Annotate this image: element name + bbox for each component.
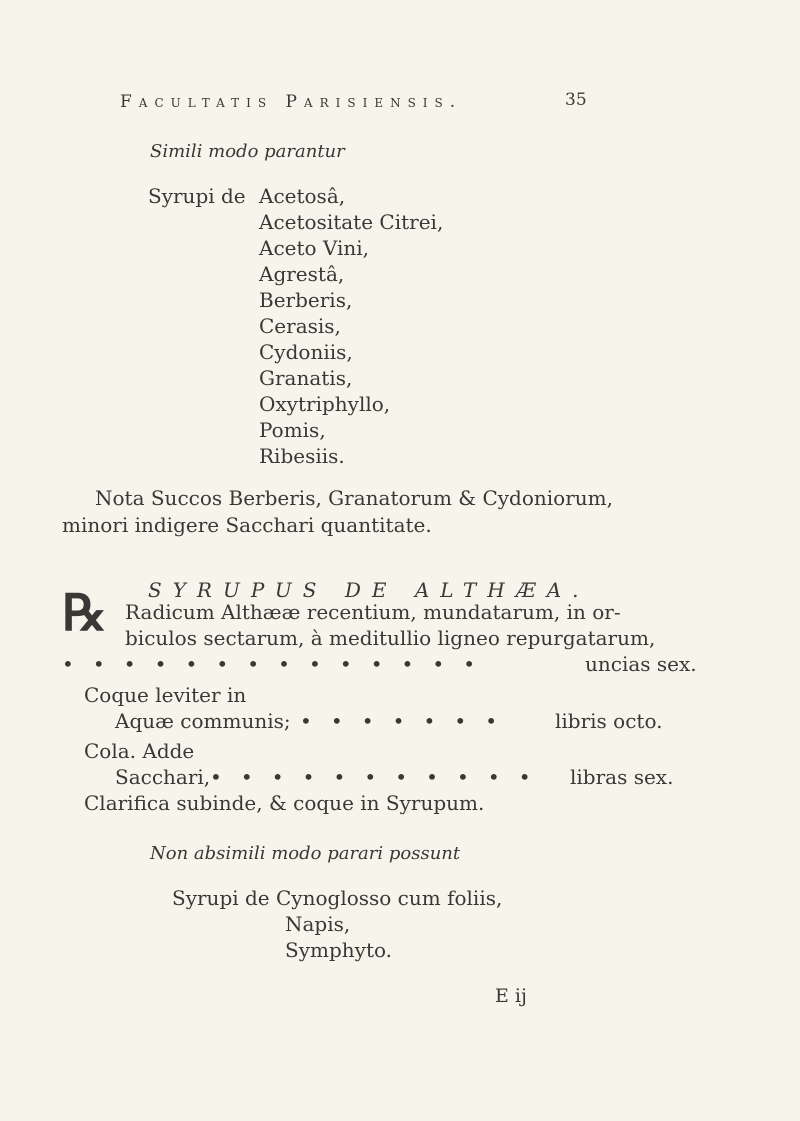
list-item: Acetositate Citrei, xyxy=(259,210,444,234)
recipe-line: Sacchari, xyxy=(115,765,211,789)
leader-dots: • • • • • • • • • • • • • • xyxy=(62,652,476,676)
list-item: Agrestâ, xyxy=(259,262,345,286)
syrupi-prefix: Syrupi de xyxy=(148,184,246,208)
leader-dots: • • • • • • • • • • • xyxy=(210,765,531,789)
recipe-line: biculos sectarum, à meditullio ligneo repurgatarum, xyxy=(125,626,656,650)
list-item: Napis, xyxy=(285,912,351,936)
recipe-quantity: libris octo. xyxy=(555,709,663,733)
list-item: Ribesiis. xyxy=(259,444,345,468)
recipe-quantity: libras sex. xyxy=(570,765,674,789)
recipe-line: Radicum Althææ recentium, mundatarum, in or- xyxy=(125,600,621,624)
recipe-line: Cola. Adde xyxy=(84,739,195,763)
list-item: Oxytriphyllo, xyxy=(259,392,391,416)
list-item: Aceto Vini, xyxy=(259,236,370,260)
note-line-2: minori indigere Sacchari quantitate. xyxy=(62,513,432,537)
list-item: Cydoniis, xyxy=(259,340,353,364)
page-number: 35 xyxy=(565,90,587,110)
section-title: SYRUPUS DE ALTHÆA. xyxy=(148,578,590,602)
list-item: Acetosâ, xyxy=(259,184,346,208)
running-header: Facultatis Parisiensis. xyxy=(120,92,463,112)
leader-dots: • • • • • • • xyxy=(300,709,498,733)
list-item: Cerasis, xyxy=(259,314,341,338)
section3-intro: Non absimili modo parari possunt xyxy=(150,843,461,864)
list-item: Pomis, xyxy=(259,418,326,442)
list-item: Syrupi de Cynoglosso cum foliis, xyxy=(172,886,503,910)
section1-intro: Simili modo parantur xyxy=(150,141,345,162)
recipe-symbol: ℞ xyxy=(62,583,107,642)
recipe-line: Coque leviter in xyxy=(84,683,247,707)
list-item: Berberis, xyxy=(259,288,353,312)
recipe-line: Aquæ communis; xyxy=(115,709,291,733)
note-line-1: Nota Succos Berberis, Granatorum & Cydoniorum, xyxy=(95,486,613,510)
recipe-line: Clarifica subinde, & coque in Syrupum. xyxy=(84,791,485,815)
signature-mark: E ij xyxy=(495,985,527,1007)
list-item: Granatis, xyxy=(259,366,353,390)
list-item: Symphyto. xyxy=(285,938,393,962)
recipe-quantity: uncias sex. xyxy=(585,652,697,676)
